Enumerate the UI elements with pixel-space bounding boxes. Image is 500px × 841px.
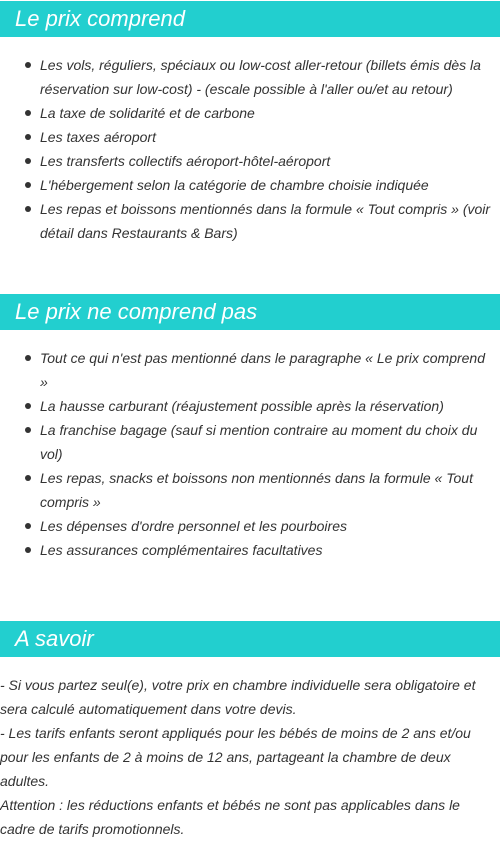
section-title: A savoir	[0, 621, 500, 657]
list-item: Les repas et boissons mentionnés dans la formule « Tout compris » (voir détail dans Restaurants & Bars)	[40, 197, 500, 245]
list-item: Les vols, réguliers, spéciaux ou low-cost aller-retour (billets émis dès la réservation sur low-cost) - (escale possible à l'aller ou/et au retour)	[40, 53, 500, 101]
info-paragraph: - Si vous partez seul(e), votre prix en chambre individuelle sera obligatoire et sera calculé automatiquement dans votre devis.	[0, 677, 476, 717]
section-a-savoir	[0, 621, 500, 841]
info-text	[0, 673, 500, 841]
list-item: Les taxes aéroport	[40, 125, 500, 149]
section-title: Le prix ne comprend pas	[0, 294, 500, 330]
excluded-list	[0, 346, 500, 562]
list-item: Les dépenses d'ordre personnel et les pourboires	[40, 514, 500, 538]
section-prix-ne-comprend-pas	[0, 294, 500, 562]
list-item: Tout ce qui n'est pas mentionné dans le paragraphe « Le prix comprend »	[40, 346, 500, 394]
list-item: Les transferts collectifs aéroport-hôtel-aéroport	[40, 149, 500, 173]
list-item: La franchise bagage (sauf si mention contraire au moment du choix du vol)	[40, 418, 500, 466]
list-item: La taxe de solidarité et de carbone	[40, 101, 500, 125]
info-paragraph: - Les tarifs enfants seront appliqués pour les bébés de moins de 2 ans et/ou pour les enfants de 2 à moins de 12 ans, partageant la chambre de deux adultes.	[0, 725, 471, 789]
section-title: Le prix comprend	[0, 1, 500, 37]
list-item: Les repas, snacks et boissons non mentionnés dans la formule « Tout compris »	[40, 466, 500, 514]
list-item: La hausse carburant (réajustement possible après la réservation)	[40, 394, 500, 418]
info-paragraph: Attention : les réductions enfants et bébés ne sont pas applicables dans le cadre de tarifs promotionnels.	[0, 797, 460, 837]
list-item: L'hébergement selon la catégorie de chambre choisie indiquée	[40, 173, 500, 197]
section-prix-comprend	[0, 1, 500, 245]
list-item: Les assurances complémentaires facultatives	[40, 538, 500, 562]
included-list	[0, 53, 500, 245]
